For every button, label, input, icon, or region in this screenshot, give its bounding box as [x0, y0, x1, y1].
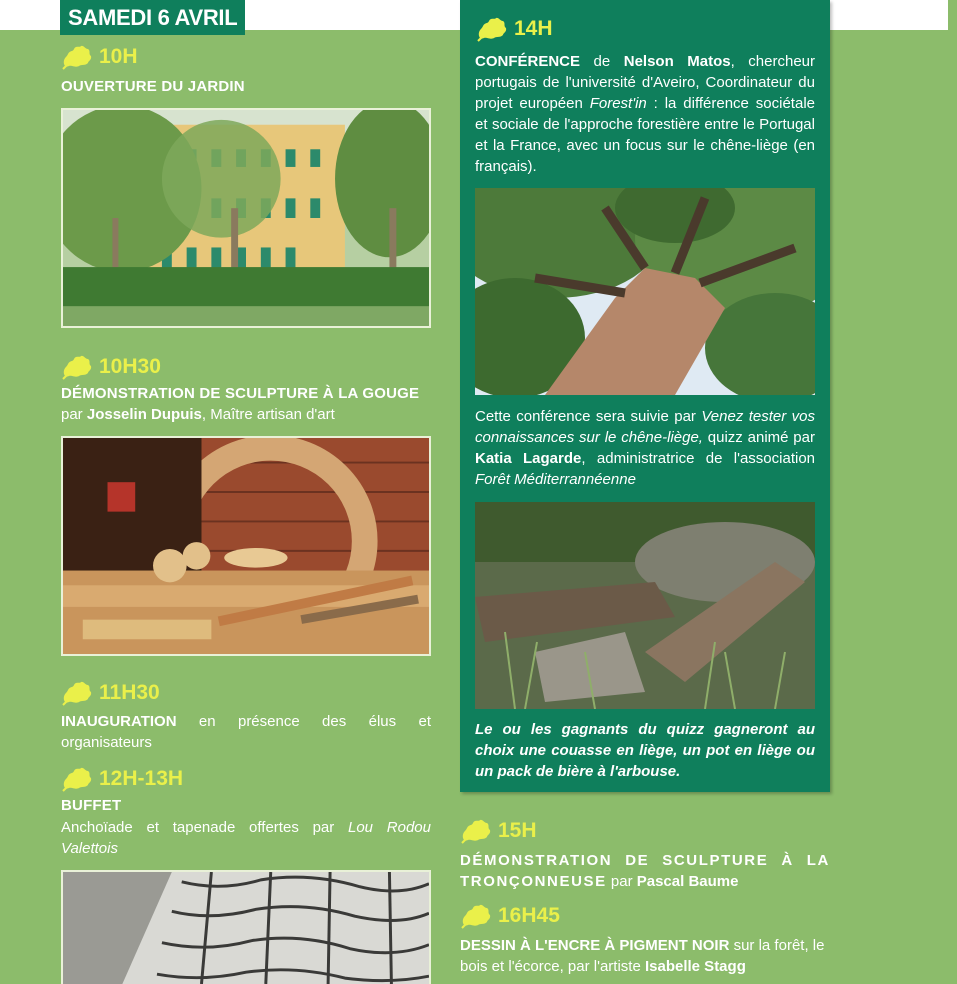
- time-label: 12H-13H: [99, 767, 184, 790]
- woodworking-photo: [61, 436, 431, 656]
- time-14h: [476, 16, 553, 42]
- time-label: 15H: [498, 819, 537, 842]
- event-desc-inauguration: INAUGURATION en présence des élus et organisateurs: [61, 713, 431, 751]
- event-title-opening: OUVERTURE DU JARDIN: [61, 78, 245, 95]
- event-desc-chainsaw: DÉMONSTRATION DE SCULPTURE À LA TRONÇONNEUSE par Pascal Baume: [460, 852, 830, 890]
- time-15h: [460, 818, 537, 844]
- cork-bark-photo: [475, 502, 815, 709]
- bark-texture-photo: [61, 870, 431, 984]
- oak-leaf-icon: [61, 766, 93, 792]
- oak-leaf-icon: [460, 903, 492, 929]
- time-10h30: [61, 354, 161, 380]
- oak-leaf-icon: [476, 16, 508, 42]
- oak-leaf-icon: [61, 680, 93, 706]
- time-label: 14H: [514, 17, 553, 40]
- time-10h: [61, 44, 138, 70]
- oak-leaf-icon: [61, 44, 93, 70]
- event-desc-buffet: Anchoïade et tapenade offertes par Lou Rodou Valettois: [61, 819, 431, 857]
- next-column-edge: [948, 0, 957, 984]
- time-16h45: [460, 903, 560, 929]
- time-label: 11H30: [99, 681, 160, 704]
- cork-oak-tree-photo: [475, 188, 815, 395]
- date-header: SAMEDI 6 AVRIL: [60, 0, 245, 35]
- event-desc-ink-drawing: DESSIN À L'ENCRE À PIGMENT NOIR sur la forêt, le bois et l'écorce, par l'artiste Isabelle Stagg: [460, 937, 825, 975]
- time-label: 10H: [99, 45, 138, 68]
- event-title-buffet: BUFFET: [61, 797, 122, 814]
- quiz-description: Cette conférence sera suivie par Venez tester vos connaissances sur le chêne-liège, quizz animé par Katia Lagarde, administratrice de l'association Forêt Méditerrannéenne: [475, 408, 816, 488]
- time-label: 16H45: [498, 904, 560, 927]
- quiz-prize-note: Le ou les gagnants du quizz gagneront au choix une couasse en liège, un pot en liège ou un pack de bière à l'arbouse.: [475, 721, 815, 780]
- oak-leaf-icon: [61, 354, 93, 380]
- time-12h-13h: [61, 766, 183, 792]
- conference-description: CONFÉRENCE de Nelson Matos, chercheur portugais de l'université d'Aveiro, Coordinateur du projet européen Forest'in : la différence sociétale et sociale de l'approche forestière entre le Portugal et la France, avec un focus sur le chêne-liège (en français).: [475, 53, 815, 175]
- time-11h30: [61, 680, 160, 706]
- time-label: 10H30: [99, 355, 161, 378]
- event-title-gouge: DÉMONSTRATION DE SCULPTURE À LA GOUGE: [61, 385, 420, 402]
- event-desc-gouge: par Josselin Dupuis, Maître artisan d'art: [61, 406, 335, 423]
- garden-house-photo: [61, 108, 431, 328]
- oak-leaf-icon: [460, 818, 492, 844]
